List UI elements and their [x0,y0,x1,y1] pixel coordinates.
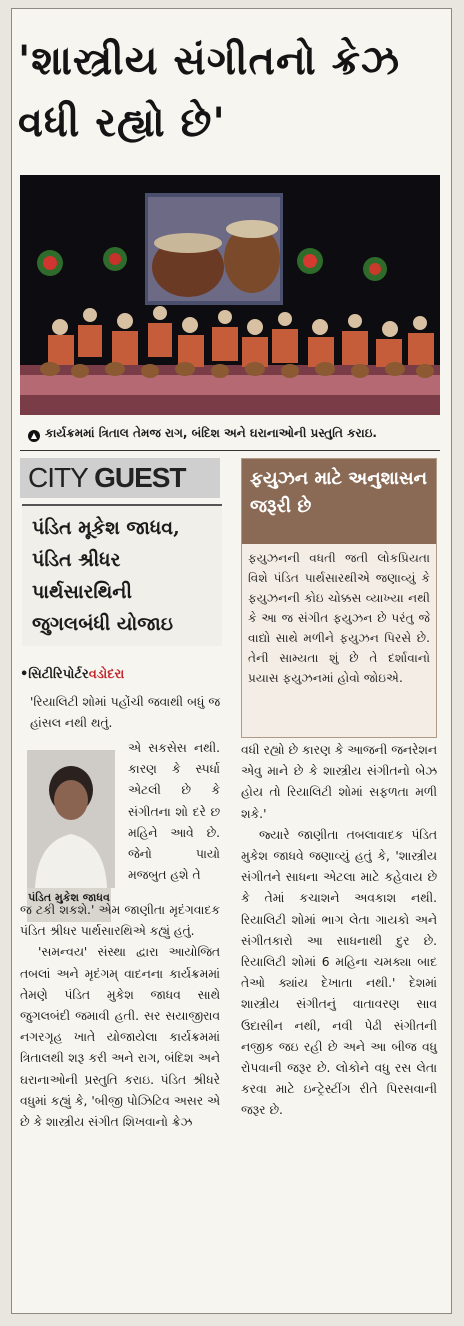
body-wrap-column: એ સકસેસ નથી. કારણ કે સ્પર્ધા એટલી છે કે સંગીતના શો દરે છ મહિને આવે છે. જેનો પાયો મજબુત હશે તે [128,741,220,883]
byline-reporter: •સિટીરિપોર્ટર [20,667,89,682]
body-paragraph-1-end: જ ટકી શકશે.' એમ જાણીતા મૃદંગવાદક પંડિત શ્રીધર પાર્થસારથિએ કહ્યું હતું. [20,903,220,939]
portrait-caption: પંડિત મુકેશ જાધવ [27,888,111,922]
body-intro: 'રિયાલિટી શોમાં પહોંચી જવાથી બધું જ હાંસલ નથી થતું. [30,695,220,731]
body-paragraph-2: 'સમન્વય' સંસ્થા દ્વારા આયોજિત તબલાં અને મૃદંગમ્ વાદનના કાર્યક્રમમાં તેમણે પંડિત મુકેશ જાધવ સાથે જુગલબંદી જમાવી હતી. સર સયાજીરાવ નગરગૃહ ખાતે યોજાયેલા કાર્યક્રમમાં ત્રિતાલથી શરૂ કરી અને રાગ, બંદિશ અને ઘરાનાઓની પ્રસ્તુતિ કરાઇ. પંડિત શ્રીધરે વધુમાં કહ્યું કે, 'બીજી પોઝિટિવ અસર એ છે કે શાસ્ત્રીય સંગીત શિખવાનો ક્રેઝ [20,945,220,1130]
section-label-prefix: CITY [28,462,95,493]
subheadline: પંડિત મૂકેશ જાધવ, પંડિત શ્રીધર પાર્થસારથિની જુગલબંધી યોજાઇ [22,504,222,646]
tabla-concert-illustration [20,175,440,415]
portrait-illustration [27,750,115,888]
headline: 'શાસ્ત્રીય સંગીતનો ક્રેઝ વધી રહ્યો છે' [18,37,401,146]
portrait-photo [27,750,115,888]
photo-caption-text: કાર્યક્રમમાં ત્રિતાલ તેમજ રાગ, બંદિશ અને ઘરાનાઓની પ્રસ્તુતિ કરાઇ. [45,426,377,440]
byline [20,664,220,686]
section-label-bold: GUEST [94,462,186,493]
photo-caption [20,416,440,451]
sidebar-box [241,458,437,738]
event-photo [20,175,440,415]
sidebar-title: ફયુઝન માટે અનુશાસન જરૂરી છે [242,459,436,544]
body-column-left [20,900,220,1133]
body-paragraph-3: વધી રહ્યો છે કારણ કે આજની જનરેશન એવુ માને છે કે શાસ્ત્રીય સંગીતનો બેઝ હોય તો રિયાલિટી શોમાં સફળતા મળી શકે.' [241,743,437,821]
byline-city: વડોદરા [88,667,125,682]
chevron-up-circle-icon: ▲ [28,430,40,442]
body-column-right [241,740,437,1122]
body-paragraph-4: જ્યારે જાણીતા તબલાવાદક પંડિત મુકેશ જાધવે જણાવ્યું હતું કે, 'શાસ્ત્રીય સંગીતને સાધના એટલા માટે કહેવાય છે કે તેમાં કચાશને અવકાશ નથી. રિયાલિટી શોમાં ભાગ લેતા ગાયકો અને સંગીતકારો આ સાધનાથી દુર છે. રિયાલિટી શોમાં 6 મહિના ચમક્યા બાદ તેઓ ક્યાંય દેખાતા નથી.' દેશમાં શાસ્ત્રીય સંગીતનું વાતાવરણ સાવ ઉદાસીન નથી, નવી પેઢી સંગીતની નજીક જઇ રહી છે અને આ બીજ વધુ રોપવાની જરૂર છે. લોકોને વધુ રસ લેતા કરવા માટે ઇન્ટ્રેસ્ટીંગ રીતે પિરસવાની જરૂર છે. [241,827,437,1118]
sidebar-body: ફયુઝનની વધતી જતી લોકપ્રિયતા વિશે પંડિત પાર્થસારથીએ જણાવ્યું કે ફયુઝનની કોઇ ચોક્કસ વ્યાખ્યા નથી કે આ જ સંગીત ફયુઝન છે પરંતુ જે વાદ્યો સાથે મળીને ફયુઝન પિરસે છે. તેની સામ્યતા શું છે તે દર્શાવાનો પ્રયાસ ફયુઝનમાં હોવો જોઇએ. [248,551,430,685]
section-label-city-guest [20,458,220,498]
